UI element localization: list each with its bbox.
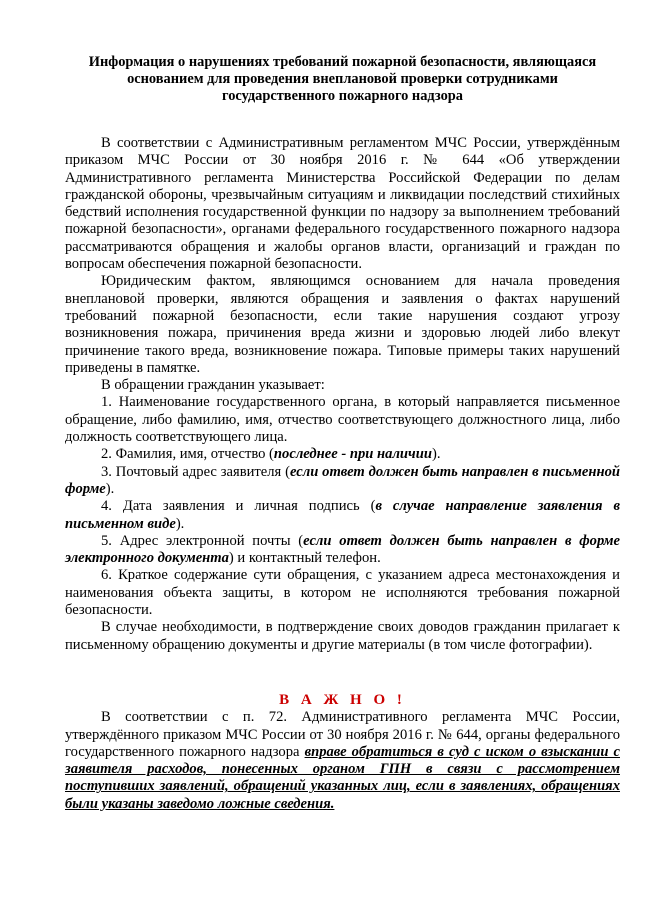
list-item-5-note: если ответ должен быть направлен в форме электронного документа: [65, 532, 620, 567]
list-item-3-note: если ответ должен быть направлен в письменной форме: [65, 463, 621, 497]
list-item-5-text: 5. Адрес электронной почты (: [101, 532, 304, 549]
important-underlined-text: вправе обратиться в суд с иском о взыскании с заявителя расходов, понесенных органом ГПН в связи с рассмотрением поступивших заявлений, обращений указанных лиц, если в заявлениях, обращениях были указаны заведомо ложные сведения.: [65, 743, 620, 812]
list-item-4-note: в случае направление заявления в письменном виде: [65, 498, 621, 532]
list-item-2-text: 2. Фамилия, имя, отчество (: [101, 446, 274, 463]
list-item-4: [65, 498, 620, 533]
document-body: [65, 135, 620, 813]
list-item-5: [65, 533, 620, 568]
paragraph-list-intro: В обращении гражданин указывает:: [101, 377, 325, 394]
important-heading: В А Ж Н О !: [279, 691, 406, 708]
list-item-2: [65, 446, 620, 463]
list-item-4-text: 4. Дата заявления и личная подпись (: [101, 498, 376, 515]
list-item-5-end: ) и контактный телефон.: [228, 550, 381, 567]
important-text: В соответствии с п. 72. Административного регламента МЧС России, утверждённого приказом МЧС России от 30 ноября 2016 г. № 644, органы федерального государственного пожарного надзора: [65, 709, 620, 760]
list-item-3-end: ).: [105, 480, 115, 497]
list-item-6: 6. Краткое содержание сути обращения, с указанием адреса местонахождения и наименования объекта защиты, в котором не исполняются требования пожарной безопасности.: [65, 567, 620, 619]
list-item-4-end: ).: [175, 515, 185, 532]
paragraph-intro: В соответствии с Административным регламентом МЧС России, утверждённым приказом МЧС России от 30 ноября 2016 г. № 644 «Об утверждении Административного регламента Министерства Российской Федерации по делам гражданской обороны, чрезвычайным ситуациям и ликвидации последствий стихийных бедствий исполнения государственной функции по надзору за выполнением требований пожарной безопасности», органами федерального государственного пожарного надзора рассматриваются обращения и жалобы органов власти, организаций и граждан по вопросам обеспечения пожарной безопасности.: [65, 135, 620, 273]
list-item-3: [65, 464, 620, 499]
title-line-1: Информация о нарушениях требований пожарной безопасности, являющаяся: [88, 54, 597, 70]
list-item-3-text: 3. Почтовый адрес заявителя (: [101, 463, 290, 480]
important-paragraph: [65, 709, 620, 813]
document-title: [65, 54, 620, 105]
title-line-3: государственного пожарного надзора: [222, 88, 463, 104]
list-item-1: 1. Наименование государственного органа, в который направляется письменное обращение, либо фамилию, имя, отчество соответствующего должностного лица, либо должность соответствующего лица.: [65, 394, 620, 446]
paragraph-attachments: В случае необходимости, в подтверждение своих доводов гражданин прилагает к письменному обращению документы и другие материалы (в том числе фотографии).: [65, 619, 620, 653]
list-item-2-note: последнее - при наличии: [273, 446, 432, 463]
title-line-2: основанием для проведения внеплановой проверки сотрудниками: [127, 71, 558, 87]
list-item-2-end: ).: [431, 446, 441, 463]
paragraph-legal-fact: Юридическим фактом, являющимся основанием для начала проведения внеплановой проверки, являются обращения и заявления о фактах нарушений требований пожарной безопасности, если такие нарушения создают угрозу возникновения пожара, причинения вреда жизни и здоровью людей либо влекут причинение такого вреда, возникновение пожара. Типовые примеры таких нарушений приведены в памятке.: [65, 273, 620, 376]
